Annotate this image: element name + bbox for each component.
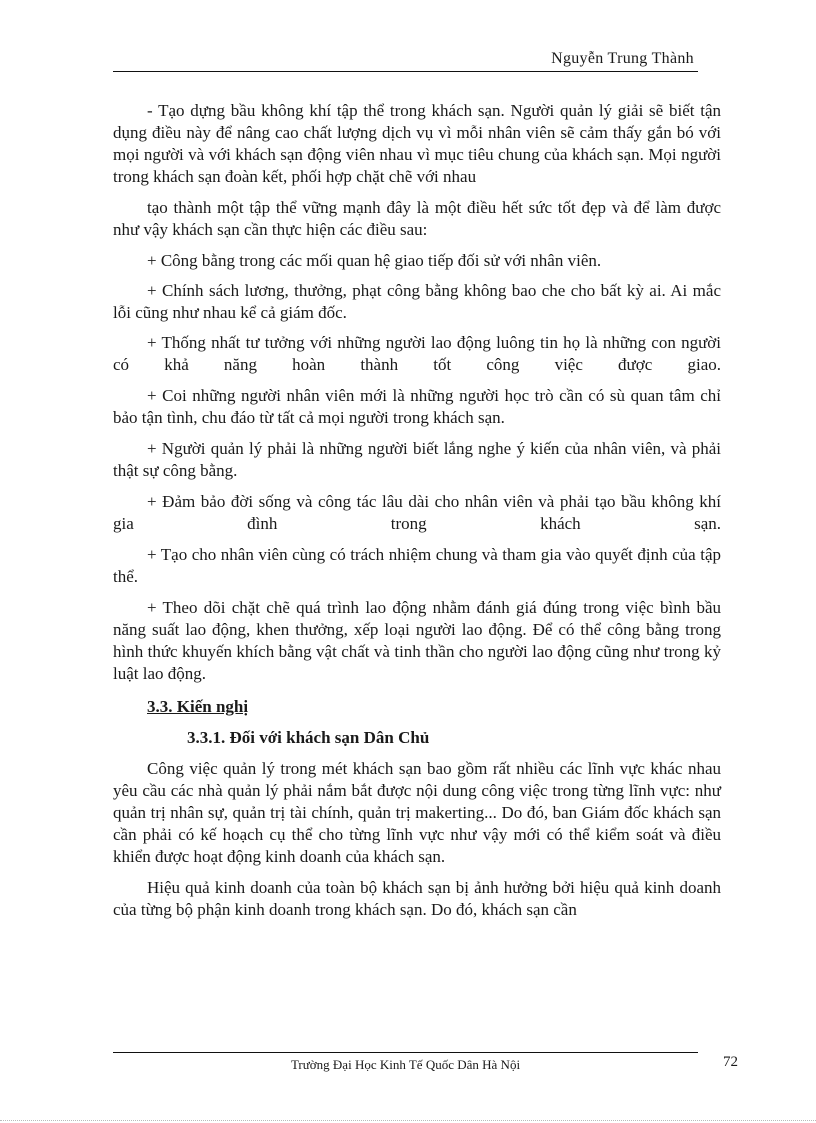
paragraph-management-fields: Công việc quản lý trong mét khách sạn bao gồm rất nhiều các lĩnh vực khác nhau yêu cầu các nhà quản lý phải nắm bắt được nội dung công việc trong từng lĩnh vực: như quản trị nhân sự, quản trị tài chính, quản trị makerting... Do đó, ban Giám đốc khách sạn cần phải có kế hoạch cụ thể cho từng lĩnh vực như vậy mới có thể kiểm soát và điều khiển được hoạt động kinh doanh của khách sạn.: [113, 759, 721, 866]
page-number: 72: [723, 1054, 738, 1070]
bullet-unified-thinking: + Thống nhất tư tưởng với những người lao động luông tin họ là những con người có khả năng hoàn thành tốt công việc được giao.: [113, 333, 721, 374]
subsection-heading-dan-chu: 3.3.1. Đối với khách sạn Dân Chủ: [187, 728, 430, 747]
bullet-monitoring: + Theo dõi chặt chẽ quá trình lao động nhằm đánh giá đúng trong việc bình bầu năng suất lao động, khen thưởng, xếp loại người lao động. Để có thể công bằng trong hình thức khuyến khích bằng vật chất và tinh thần cho người lao động cũng như trong kỷ luật lao động.: [113, 598, 721, 683]
paragraph-atmosphere: - Tạo dựng bầu không khí tập thể trong khách sạn. Người quản lý giải sẽ biết tận dụng điều này để nâng cao chất lượng dịch vụ vì mỗi nhân viên sẽ cảm thấy gắn bó với mọi người và với khách sạn động viên nhau vì mục tiêu chung của khách sạn. Mọi người trong khách sạn đoàn kết, phối hợp chặt chẽ với nhau: [113, 101, 721, 186]
bullet-new-staff: + Coi những người nhân viên mới là những người học trò cần có sù quan tâm chỉ bảo tận tình, chu đáo từ tất cả mọi người trong khách sạn.: [113, 386, 721, 427]
paragraph-business-efficiency: Hiệu quả kinh doanh của toàn bộ khách sạn bị ảnh hưởng bởi hiệu quả kinh doanh của từng bộ phận kinh doanh trong khách sạn. Do đó, khách sạn cần: [113, 878, 721, 919]
body-text: [113, 100, 721, 921]
bullet-family-atmosphere: + Đảm bảo đời sống và công tác lâu dài cho nhân viên và phải tạo bầu không khí gia đình trong khách sạn.: [113, 492, 721, 533]
bullet-fair-communication: + Công bằng trong các mối quan hệ giao tiếp đối sử với nhân viên.: [147, 251, 602, 270]
bullet-shared-responsibility: + Tạo cho nhân viên cùng có trách nhiệm chung và tham gia vào quyết định của tập thể.: [113, 545, 721, 586]
header-author: Nguyễn Trung Thành: [551, 50, 694, 67]
footer-rule: [113, 1052, 698, 1053]
header-rule: [113, 71, 698, 72]
section-heading-recommendations: [113, 696, 721, 718]
page-edge-divider: [0, 1120, 816, 1121]
section-heading-text: 3.3. Kiến nghị: [147, 697, 249, 716]
paragraph-team: tạo thành một tập thể vững mạnh đây là một điều hết sức tốt đẹp và để làm được như vậy khách sạn cần thực hiện các điều sau:: [113, 198, 721, 239]
bullet-listening-manager: + Người quản lý phải là những người biết lắng nghe ý kiến của nhân viên, và phải thật sự công bằng.: [113, 439, 721, 480]
bullet-salary-policy: + Chính sách lương, thưởng, phạt công bằng không bao che cho bất kỳ ai. Ai mắc lỗi cũng như nhau kể cả giám đốc.: [113, 281, 721, 322]
footer-school: Trường Đại Học Kinh Tế Quốc Dân Hà Nội: [290, 1057, 521, 1072]
